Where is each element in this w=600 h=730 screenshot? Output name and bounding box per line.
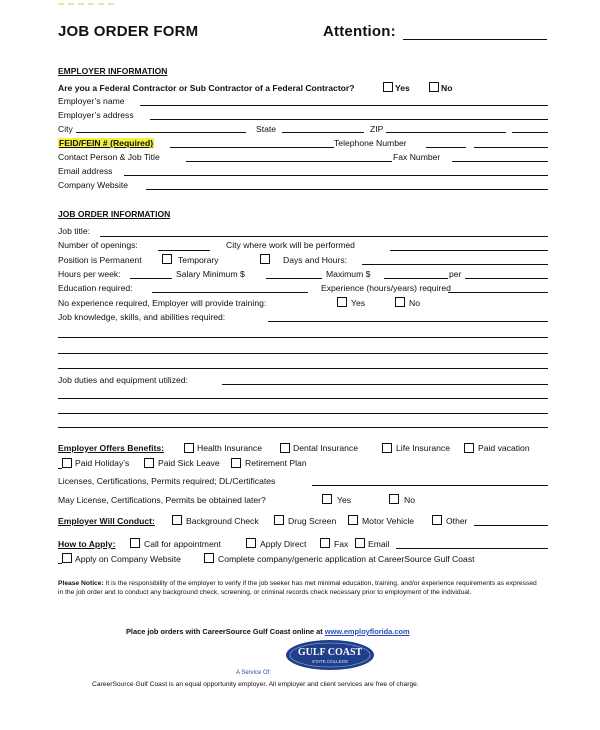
please-notice — [58, 579, 538, 597]
permanent-checkbox[interactable] — [162, 254, 172, 264]
training-yes-checkbox[interactable] — [337, 297, 347, 307]
apply-direct-checkbox[interactable] — [246, 538, 256, 548]
benefit-holiday-checkbox[interactable] — [62, 458, 72, 468]
days-hours-label: Days and Hours: — [283, 255, 348, 265]
benefit-vacation-checkbox[interactable] — [464, 443, 474, 453]
benefit-life-label: Life Insurance — [396, 443, 450, 453]
position-permanent-label: Position is Permanent — [58, 255, 142, 265]
logo-line1: GULF COAST — [297, 647, 363, 658]
federal-question: Are you a Federal Contractor or Sub Contractor of a Federal Contractor? — [58, 83, 355, 93]
per-field[interactable] — [465, 278, 548, 279]
no-experience-label: No experience required, Employer will provide training: — [58, 298, 267, 308]
licenses-label: Licenses, Certifications, Permits required; DL/Certificates — [58, 476, 276, 486]
zip-label: ZIP — [370, 124, 384, 134]
email-label: Email address — [58, 166, 113, 176]
job-title-label: Job title: — [58, 226, 91, 236]
license-later-no-checkbox[interactable] — [389, 494, 399, 504]
maximum-field[interactable] — [384, 278, 448, 279]
contact-label: Contact Person & Job Title — [58, 152, 160, 162]
knowledge-field-2[interactable] — [58, 337, 548, 338]
apply-direct-label: Apply Direct — [260, 539, 307, 549]
apply-email-label: Email — [368, 539, 390, 549]
notice-text: It is the responsibility of the employer to verify if the job seeker has met minimal education, training, and/or experience requirements as expressed in the job order and to conduct any background check, screening, or criminal records check necessary prior to employment of the individual. — [58, 580, 537, 596]
knowledge-label: Job knowledge, skills, and abilities required: — [58, 312, 226, 322]
feid-field[interactable] — [170, 147, 334, 148]
knowledge-field-1[interactable] — [268, 321, 548, 322]
logo-line2: STATE COLLEGE — [311, 659, 349, 664]
city-field[interactable] — [76, 132, 246, 133]
benefit-vacation-label: Paid vacation — [478, 443, 530, 453]
telephone-field[interactable] — [426, 147, 466, 148]
federal-no-label: No — [441, 83, 453, 93]
salary-min-field[interactable] — [266, 278, 322, 279]
conduct-motor-checkbox[interactable] — [348, 515, 358, 525]
may-license-label: May License, Certifications, Permits be obtained later? — [58, 495, 266, 505]
benefit-health-checkbox[interactable] — [184, 443, 194, 453]
email-field[interactable] — [124, 175, 548, 176]
attention-label: Attention: — [323, 23, 396, 40]
benefit-dental-label: Dental Insurance — [293, 443, 358, 453]
city-performed-label: City where work will be performed — [226, 240, 355, 250]
website-field[interactable] — [146, 189, 548, 190]
benefit-sick-checkbox[interactable] — [144, 458, 154, 468]
apply-fax-checkbox[interactable] — [320, 538, 330, 548]
apply-complete-checkbox[interactable] — [204, 553, 214, 563]
federal-yes-checkbox[interactable] — [383, 82, 393, 92]
training-no-checkbox[interactable] — [395, 297, 405, 307]
conduct-motor-label: Motor Vehicle — [362, 516, 415, 526]
knowledge-field-4[interactable] — [58, 368, 548, 369]
city-label: City — [58, 124, 73, 134]
fax-label: Fax Number — [393, 152, 441, 162]
apply-call-checkbox[interactable] — [130, 538, 140, 548]
conduct-label: Employer Will Conduct: — [58, 516, 155, 526]
benefit-retirement-label: Retirement Plan — [245, 458, 307, 468]
benefit-health-label: Health Insurance — [197, 443, 262, 453]
temporary-label: Temporary — [178, 255, 219, 265]
federal-no-checkbox[interactable] — [429, 82, 439, 92]
hours-week-label: Hours per week: — [58, 269, 121, 279]
hours-week-field[interactable] — [130, 278, 172, 279]
state-field[interactable] — [282, 132, 364, 133]
licenses-field[interactable] — [312, 485, 548, 486]
openings-field[interactable] — [158, 250, 210, 251]
license-later-no-label: No — [404, 495, 415, 505]
openings-label: Number of openings: — [58, 240, 138, 250]
notice-label: Please Notice: — [58, 580, 104, 587]
employflorida-link[interactable]: www.employflorida.com — [324, 627, 410, 636]
employer-name-label: Employer’s name — [58, 96, 125, 106]
telephone-extra-field[interactable] — [474, 147, 548, 148]
duties-field-4[interactable] — [58, 427, 548, 428]
apply-complete-label: Complete company/generic application at CareerSource Gulf Coast — [218, 554, 475, 564]
fax-field[interactable] — [452, 161, 548, 162]
duties-field-2[interactable] — [58, 398, 548, 399]
experience-label: Experience (hours/years) required — [321, 283, 451, 293]
feid-highlight: FEID/FEIN # (Required) — [59, 138, 154, 148]
conduct-other-checkbox[interactable] — [432, 515, 442, 525]
apply-call-label: Call for appointment — [144, 539, 221, 549]
employer-address-label: Employer’s address — [58, 110, 134, 120]
benefit-dental-checkbox[interactable] — [280, 443, 290, 453]
employer-section-title: EMPLOYER INFORMATION — [58, 66, 168, 76]
benefit-holiday-label: Paid Holiday’s — [75, 458, 130, 468]
apply-email-field[interactable] — [396, 548, 548, 549]
zip-extra-field[interactable] — [512, 132, 548, 133]
temporary-checkbox[interactable] — [260, 254, 270, 264]
conduct-background-label: Background Check — [186, 516, 259, 526]
days-hours-field[interactable] — [362, 264, 548, 265]
duties-field-3[interactable] — [58, 413, 548, 414]
contact-field[interactable] — [186, 161, 392, 162]
duties-label: Job duties and equipment utilized: — [58, 375, 188, 385]
top-decoration — [58, 2, 118, 6]
apply-row2-lead — [58, 563, 62, 564]
knowledge-field-3[interactable] — [58, 353, 548, 354]
maximum-label: Maximum $ — [326, 269, 371, 279]
place-orders — [126, 627, 410, 636]
service-of-label: A Service Of: — [236, 670, 272, 676]
license-later-yes-label: Yes — [337, 495, 352, 505]
conduct-other-label: Other — [446, 516, 468, 526]
logo-graphic — [284, 638, 376, 672]
state-label: State — [256, 124, 277, 134]
benefit-life-checkbox[interactable] — [382, 443, 392, 453]
conduct-other-field[interactable] — [474, 525, 548, 526]
attention-line[interactable] — [403, 39, 547, 40]
zip-field[interactable] — [386, 132, 506, 133]
apply-website-checkbox[interactable] — [62, 553, 72, 563]
salary-min-label: Salary Minimum $ — [176, 269, 245, 279]
federal-yes-label: Yes — [395, 83, 410, 93]
conduct-drug-label: Drug Screen — [288, 516, 337, 526]
benefit-sick-label: Paid Sick Leave — [158, 458, 220, 468]
employer-address-field[interactable] — [150, 119, 548, 120]
form-title: JOB ORDER FORM — [58, 23, 199, 40]
job-title-field[interactable] — [100, 236, 548, 237]
apply-website-label: Apply on Company Website — [75, 554, 181, 564]
employer-name-field[interactable] — [140, 105, 548, 106]
duties-field-1[interactable] — [222, 384, 548, 385]
training-yes-label: Yes — [351, 298, 366, 308]
education-field[interactable] — [152, 292, 308, 293]
experience-field[interactable] — [448, 292, 548, 293]
place-orders-text: Place job orders with CareerSource Gulf Coast online at — [126, 627, 323, 636]
conduct-drug-checkbox[interactable] — [274, 515, 284, 525]
telephone-label: Telephone Number — [334, 138, 407, 148]
benefit-row2-lead — [58, 468, 62, 469]
website-label: Company Website — [58, 180, 129, 190]
city-performed-field[interactable] — [390, 250, 548, 251]
conduct-background-checkbox[interactable] — [172, 515, 182, 525]
per-label: per — [449, 269, 462, 279]
gulf-coast-logo — [284, 638, 376, 672]
education-label: Education required: — [58, 283, 133, 293]
apply-fax-label: Fax — [334, 539, 349, 549]
feid-label — [58, 138, 154, 148]
footer-text: CareerSource Gulf Coast is an equal opportunity employer. All employer and client services are free of charge. — [92, 681, 419, 688]
job-section-title: JOB ORDER INFORMATION — [58, 209, 171, 219]
license-later-yes-checkbox[interactable] — [322, 494, 332, 504]
training-no-label: No — [409, 298, 420, 308]
benefit-retirement-checkbox[interactable] — [231, 458, 241, 468]
apply-label: How to Apply: — [58, 539, 116, 549]
benefits-label: Employer Offers Benefits: — [58, 443, 165, 453]
apply-email-checkbox[interactable] — [355, 538, 365, 548]
